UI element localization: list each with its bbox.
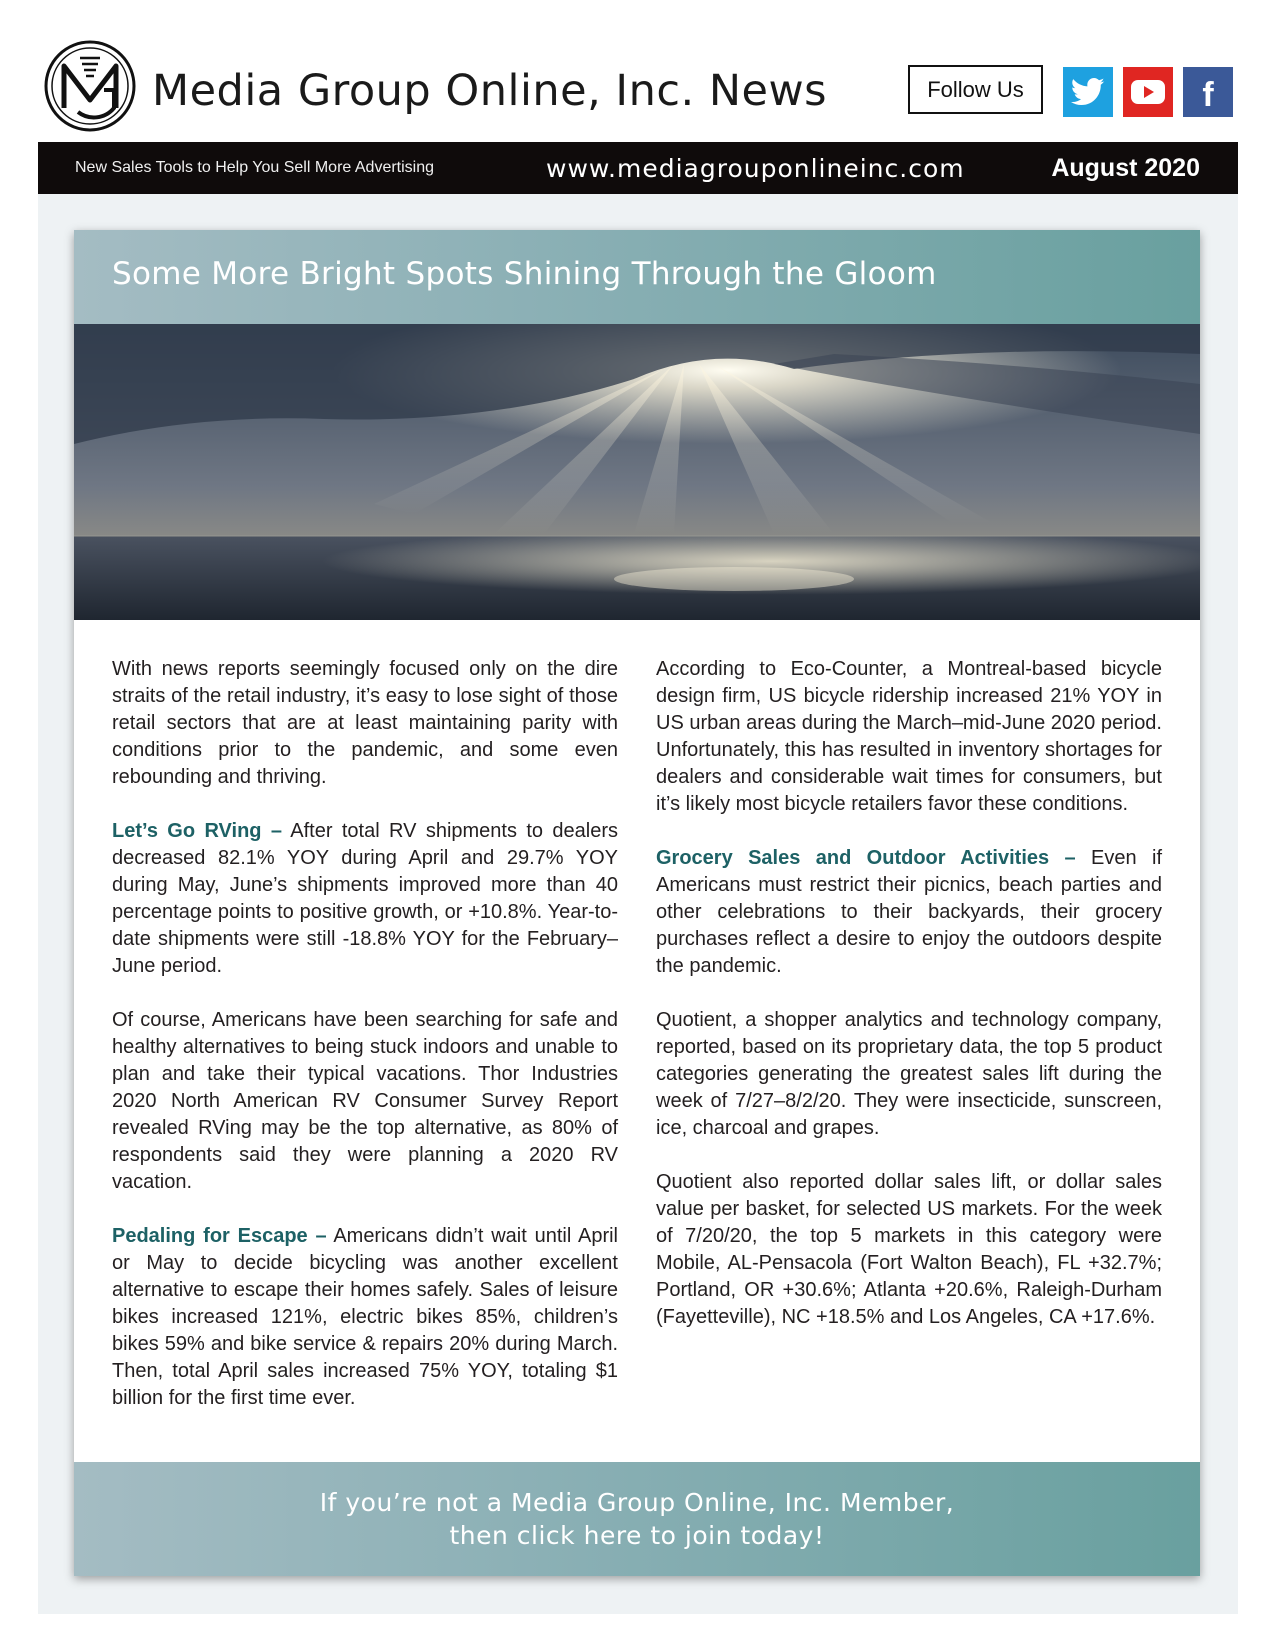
twitter-bird-icon [1071,77,1105,107]
hero-image [74,324,1200,620]
follow-us-button[interactable]: Follow Us [908,65,1043,114]
facebook-f-glyph: f [1202,76,1214,114]
section-lead: Pedaling for Escape – [112,1225,327,1247]
website-link[interactable]: www.mediagrouponlineinc.com [546,154,965,183]
cta-line-2: then click here to join today! [449,1521,825,1550]
section-lead: Grocery Sales and Outdoor Activities – [656,847,1076,869]
mg-logo[interactable] [44,40,136,132]
paragraph: Quotient, a shopper analytics and technology company, reported, based on its proprietary data, the top 5 product categories generating the greatest sales lift during the week of 7/27–8/2/20. They were insecticide, sunscreen, ice, charcoal and grapes. [656,1009,1162,1139]
paragraph [112,818,618,980]
paragraph: Quotient also reported dollar sales lift, or dollar sales value per basket, for selected US markets. For the week of 7/20/20, the top 5 markets in this category were Mobile, AL-Pensacola (Fort Walton Beach), FL +32.7%; Portland, OR +30.6%; Atlanta +20.6%, Raleigh-Durham (Fayetteville), NC +18.5% and Los Angeles, CA +17.6%. [656,1171,1162,1328]
issue-date: August 2020 [1051,154,1200,182]
youtube-icon[interactable] [1123,67,1173,117]
paragraph: According to Eco-Counter, a Montreal-based bicycle design firm, US bicycle ridership increased 21% YOY in US urban areas during the March–mid-June 2020 period. Unfortunately, this has resulted in inventory shortages for dealers and considerable wait times for consumers, but it’s likely most bicycle retailers favor these conditions. [656,658,1162,815]
paragraph-text: After total RV shipments to dealers decreased 82.1% YOY during April and 29.7% YOY during May, June’s shipments improved more than 40 percentage points to positive growth, or +10.8%. Year-to-date shipments were still -18.8% YOY for the February–June period. [112,820,618,977]
paragraph: With news reports seemingly focused only on the dire straits of the retail industry, it’s easy to lose sight of those retail sectors that are at least maintaining parity with conditions prior to the pandemic, and some even rebounding and thriving. [112,658,618,788]
facebook-icon[interactable] [1183,67,1233,117]
site-title: Media Group Online, Inc. News [152,66,828,116]
paragraph: Of course, Americans have been searching for safe and healthy alternatives to being stuck indoors and unable to plan and take their typical vacations. Thor Industries 2020 North American RV Consumer Survey Report revealed RVing may be the top alternative, as 80% of respondents said they were planning a 2020 RV vacation. [112,1009,618,1193]
section-lead: Let’s Go RVing – [112,820,282,842]
cta-line-1: If you’re not a Media Group Online, Inc. Member, [319,1488,955,1517]
article-column-left [112,656,618,1439]
tagline: New Sales Tools to Help You Sell More Advertising [75,159,435,176]
join-member-banner[interactable] [74,1462,1200,1576]
article-column-right [656,656,1162,1358]
youtube-play-icon [1129,77,1167,107]
paragraph [656,845,1162,980]
twitter-icon[interactable] [1063,67,1113,117]
paragraph-text: Even if Americans must restrict their picnics, beach parties and other celebrations to their backyards, their grocery purchases reflect a desire to enjoy the outdoors despite the pandemic. [656,847,1162,977]
article-card [74,230,1200,1576]
top-bar [38,142,1238,194]
paragraph-text: Americans didn’t wait until April or May to decide bicycling was another excellent alternative to escape their homes safely. Sales of leisure bikes increased 121%, electric bikes 85%, children’s bikes 59% and bike service & repairs 20% during March. Then, total April sales increased 75% YOY, totaling $1 billion for the first time ever. [112,1225,618,1409]
article-title: Some More Bright Spots Shining Through the Gloom [112,256,937,292]
article-header [74,230,1200,324]
paragraph [112,1223,618,1412]
